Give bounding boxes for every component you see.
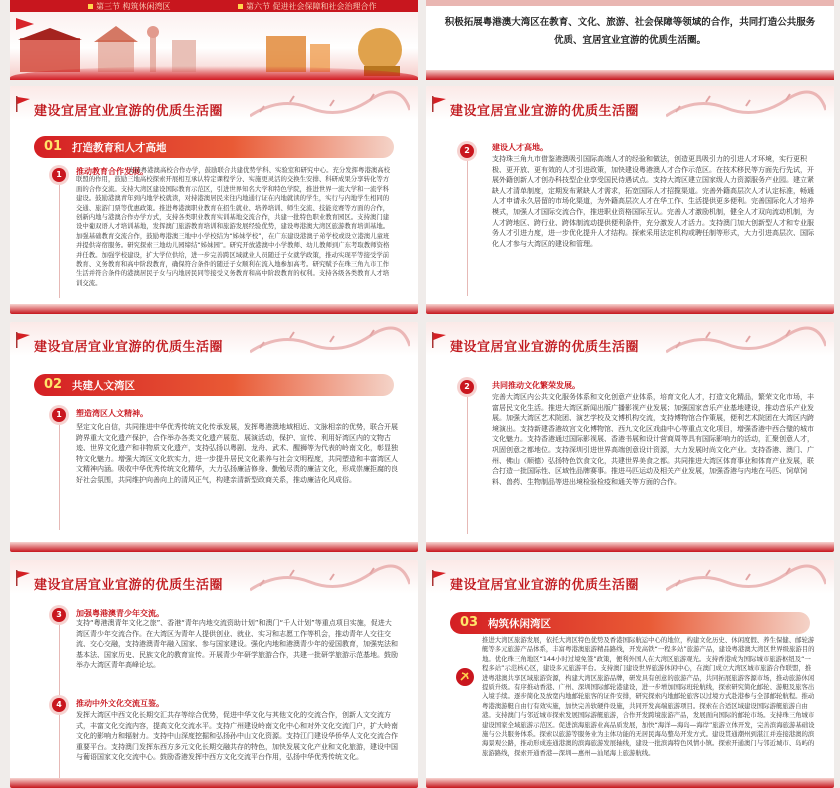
header-item-2: 第六节 促进社会保障和社会治理合作 (238, 1, 377, 12)
section-label: 构筑休闲湾区 (488, 618, 551, 630)
great-wall-icon (250, 90, 410, 120)
timeline-dot: 2 (460, 380, 474, 394)
slide-youth-exchange (10, 560, 418, 788)
subsection-title: 塑造湾区人文精神。 (76, 409, 148, 418)
subsection-title: 推动教育合作发展。 (76, 167, 148, 176)
slide-bottom-wave (426, 304, 834, 314)
slide-bottom-wave (426, 778, 834, 788)
timeline-line (59, 168, 60, 298)
slide-title: 建设宜居宜业宜游的优质生活圈 (34, 578, 224, 593)
slide-leisure (426, 560, 834, 788)
slide-humanities (10, 322, 418, 552)
section-label: 打造教育和人才高地 (72, 142, 167, 154)
flag-icon (432, 96, 446, 112)
flag-icon (432, 570, 446, 586)
subsection-body: 发挥大湾区中西文化长期交汇共存等综合优势，促进中华文化与其他文化的交流合作，创新人文交流方式，丰富文化交流内容，提高文化交流水平。支持广州建设岭南文化中心和对外文化交流门户，扩大岭南文化的影响力和辐射力。支持中山深度挖掘和弘扬孙中山文化资源。支持江门建设华侨华人文化交流合作重要平台。支持澳门发挥东西方多元文化长期交融共存的特色，加快发展文化产业和文化旅游，建设中国与葡语国家文化交流中心。鼓励香港发挥中西方文化交流平台作用，弘扬中华优秀传统文化。 (76, 711, 398, 762)
timeline-dot: 3 (52, 608, 66, 622)
section-number: 02 (44, 377, 63, 392)
slide-bottom-wave (426, 542, 834, 552)
slide-bottom-wave (10, 304, 418, 314)
subsection-title: 建设人才高地。 (492, 143, 548, 152)
slide-bottom-wave (10, 542, 418, 552)
subsection-title: 推动中外文化交流互鉴。 (76, 699, 164, 708)
timeline-line (59, 612, 60, 782)
great-wall-icon (250, 564, 410, 594)
party-emblem-icon (456, 668, 474, 686)
intro-bottom-wave (426, 70, 834, 80)
subsection-body: 支持“粤港澳青年文化之旅”、香港“青年内地交流资助计划”和澳门“千人计划”等重点项目实施，促进大湾区青少年交流合作。在大湾区为青年人提供创业、就业、实习和志愿工作等机会，推动青年人交往交流、交心交融，支持港澳青年融入国家、参与国家建设。强化内地和港澳青少年的爱国教育，加强宪法和基本法、国家历史、民族文化的教育宣传。开展青少年研学旅游合作，共建一批研学旅游示范基地。鼓励举办大湾区青年高峰论坛。 (76, 619, 398, 670)
intro-top-stripe (426, 0, 834, 6)
section-label: 共建人文湾区 (72, 380, 135, 392)
subsection-body: 完善大湾区内公共文化服务体系和文化创意产业体系，培育文化人才，打造文化精品，繁荣文化市场，丰富居民文化生活。推进大湾区新闻出版广播影视产业发展；加强国家音乐产业基地建设，推动音乐产业发展。加强大湾区艺术院团、演艺学校及文博机构交流，支持博物馆合作策展，便利艺术院团在大湾区内跨境演出。支持新建香港故宫文化博物馆、西九文化区戏曲中心等重点文化项目，增强香港中西合璧的城市文化魅力。支持香港通过国际影视展、香港书展和设计营商周等具有国际影响力的活动，汇聚创意人才，巩固创意之都地位。支持深圳引进世界高端创意设计资源，大力发展时尚文化产业。支持香港、澳门、广州、佛山（顺德）弘扬特色饮食文化，共建世界美食之都。共同推进大湾区体育事业和体育产业发展，联合打造一批国际性、区域性品牌赛事。推进马匹运动及相关产业发展，加强香港与内地在马匹、饲草饲料、兽药、生物制品等进出境检验检疫和通关等方面的合作。 (492, 393, 814, 486)
great-wall-icon (666, 326, 826, 356)
timeline-line (467, 384, 468, 534)
section-bar (450, 612, 810, 634)
slide-title: 建设宜居宜业宜游的优质生活圈 (450, 578, 640, 593)
intro-text: 积极拓展粤港澳大湾区在教育、文化、旅游、社会保障等领域的合作，共同打造公共服务优质、宜居宜业宜游的优质生活圈。 (444, 17, 816, 46)
subsection-body: 支持粤港澳高校合作办学，鼓励联合共建优势学科、实验室和研究中心。充分发挥粤港澳高校联盟的作用，鼓励三地高校探索开展相互承认特定课程学分、实施更灵活的交换生安排、科研成果分享转化等方面的合作交流。支持大湾区建设国际教育示范区，引进世界知名大学和特色学院，推进世界一流大学和一流学科建设。鼓励港澳青年到内地学校就读，对持港澳居民来往内地通行证在内地就读的学生，实行与内地学生相同的交通、旅游门票等优惠政策。推进粤港澳职业教育在招生就业、培养培训、师生交流、技能竞赛等方面的合作，创新内地与港澳合作办学方式，支持各类职业教育实训基地交流合作，共建一批特色职业教育园区。支持澳门建设中葡双语人才培训基地，发挥澳门旅游教育培训和旅游发展经验优势，建设粤港澳大湾区旅游教育培训基地。加强基础教育交流合作，鼓励粤港澳三地中小学校结为“姊妹学校”，在广东建设港澳子弟学校或设立港澳儿童班并提供寄宿服务。研究探索三地幼儿园缔结“姊妹园”。研究开放港澳中小学教师、幼儿教师到广东考取教师资格并任教。加强学校建设，扩大学位供给，进一步完善跨区域就业人员随迁子女就学政策，推动实现平等接受学前教育、义务教育和高中阶段教育，确保符合条件的随迁子女顺利在流入地参加高考。研究赋予在珠三角九市工作生活并符合条件的港澳居民子女与内地居民同等接受义务教育和高中阶段教育的权利。支持各级各类教育人才培训交流。 (76, 166, 391, 287)
slide-culture (426, 322, 834, 552)
slide-title: 建设宜居宜业宜游的优质生活圈 (450, 340, 640, 355)
section-number: 03 (460, 615, 479, 630)
section-bar (34, 374, 394, 396)
intro-slide (426, 0, 834, 80)
header-banner (10, 0, 418, 80)
timeline-line (59, 410, 60, 530)
timeline-dot: 1 (52, 408, 66, 422)
subsection-body: 支持珠三角九市借鉴港澳吸引国际高端人才的经验和做法，创造更具吸引力的引进人才环境，实行更积极、更开放、更有效的人才引进政策，加快建设粤港澳人才合作示范区。在技术移民等方面先行先试，开展外籍创新人才创办科技型企业享受国民待遇试点。支持大湾区建立国家级人力资源服务产业园。建立紧缺人才清单制度，定期发布紧缺人才需求，拓宽国际人才招揽渠道。完善外籍高层次人才认定标准，畅通人才申请永久居留的市场化渠道，为外籍高层次人才在华工作、生活提供更多便利。完善国际化人才培养模式，加强人才国际交流合作，推进职业资格国际互认。完善人才激励机制，健全人才双向流动机制，为人才跨地区、跨行业、跨体制流动提供便利条件，充分激发人才活力。支持澳门加大创新型人才和专业服务人才引进力度，进一步优化提升人才结构。探索采用法定机构或聘任制等形式，大力引进高层次、国际化人才参与大湾区的建设和管理。 (492, 155, 814, 248)
section-body: 推进大湾区旅游发展，依托大湾区特色优势及香港国际航运中心的地位，构建文化历史、休闲度假、养生保健、邮轮游艇等多元旅游产品体系，丰富粤港澳旅游精品路线，开发高铁“一程多站”旅游产品，建设粤港澳大湾区世界级旅游目的地。优化珠三角地区“144小时过境免签”政策，便利外国人在大湾区旅游观光。支持香港成为国际城市旅游枢纽及“一程多站”示范核心区，建设多元旅游平台。支持澳门建设世界旅游休闲中心，在澳门成立大湾区城市旅游合作联盟，推进粤港澳共享区域旅游资源，构建大湾区旅游品牌，研发具有创意的旅游产品，共同拓展旅游客源市场，推动旅游休闲提质升级。有序推动香港、广州、深圳国际邮轮港建设，进一步增加国际班轮航线，探索研究简化邮轮、游艇及旅客出入境手续。逐步简化及放宽内地邮轮旅客的证件安排，研究探索内地邮轮旅客以过境方式赴港参与全部邮轮航程。推动粤港澳游艇自由行有效实施，加快完善软硬件设施，共同开发高端旅游项目。探索在合适区域建设国际游艇旅游自由港。支持澳门与邻近城市探索发展国际游艇旅游，合作开发跨境旅游产品，发展面向国际的邮轮市场。支持珠三角城市建设国家全域旅游示范区。促进滨海旅游业高品质发展，加快“海洋—海岛—海岸”旅游立体开发，完善滨海旅游基础设施与公共服务体系。探索以旅游等服务业为主体功能的无居民海岛整岛开发方式。建设贯通潮州到湛江并连接港澳的滨海景观公路，推动形成连通港澳的滨海旅游发展轴线，建设一批滨海特色风情小镇。探索开通澳门与邻近城市、岛屿的旅游路线，探索开通香港—深圳—惠州—汕尾海上旅游航线。 (482, 636, 815, 757)
slide-education (10, 86, 418, 314)
flag-icon (16, 96, 30, 112)
slide-title: 建设宜居宜业宜游的优质生活圈 (450, 104, 640, 119)
timeline-dot: 1 (52, 168, 66, 182)
subsection-title: 加强粤港澳青少年交流。 (76, 609, 164, 618)
subsection-body: 坚定文化自信，共同推进中华优秀传统文化传承发展，发挥粤港澳地域相近、文脉相亲的优势，联合开展跨界重大文化遗产保护，合作举办各类文化遗产展览、展演活动，保护、宣传、利用好湾区内的文物古迹、世界文化遗产和非物质文化遗产，支持弘扬以粤剧、龙舟、武术、醒狮等为代表的岭南文化，彰显独特文化魅力。增强大湾区文化软实力，进一步提升居民文化素养与社会文明程度，共同塑造和丰富湾区人文精神内涵。吸收中华优秀传统文化精华，大力弘扬廉洁修身、勤勉尽责的廉洁文化，形成崇廉拒腐的良好社会氛围，共同维护向善向上的清风正气，构建亲清新型政商关系，推动廉洁化风成俗。 (76, 423, 398, 484)
slide-title: 建设宜居宜业宜游的优质生活圈 (34, 104, 224, 119)
slide-bottom-wave (10, 778, 418, 788)
subsection-title: 共同推动文化繁荣发展。 (492, 381, 580, 390)
great-wall-icon (666, 90, 826, 120)
header-item-1: 第三节 构筑休闲湾区 (88, 1, 171, 12)
timeline-dot: 4 (52, 698, 66, 712)
great-wall-icon (250, 326, 410, 356)
slide-title: 建设宜居宜业宜游的优质生活圈 (34, 340, 224, 355)
slide-talent (426, 86, 834, 314)
timeline-line (467, 146, 468, 296)
section-bar (34, 136, 394, 158)
flag-icon (16, 570, 30, 586)
timeline-dot: 2 (460, 144, 474, 158)
flag-icon (16, 332, 30, 348)
great-wall-icon (666, 564, 826, 594)
section-number: 01 (44, 139, 63, 154)
flag-icon (432, 332, 446, 348)
